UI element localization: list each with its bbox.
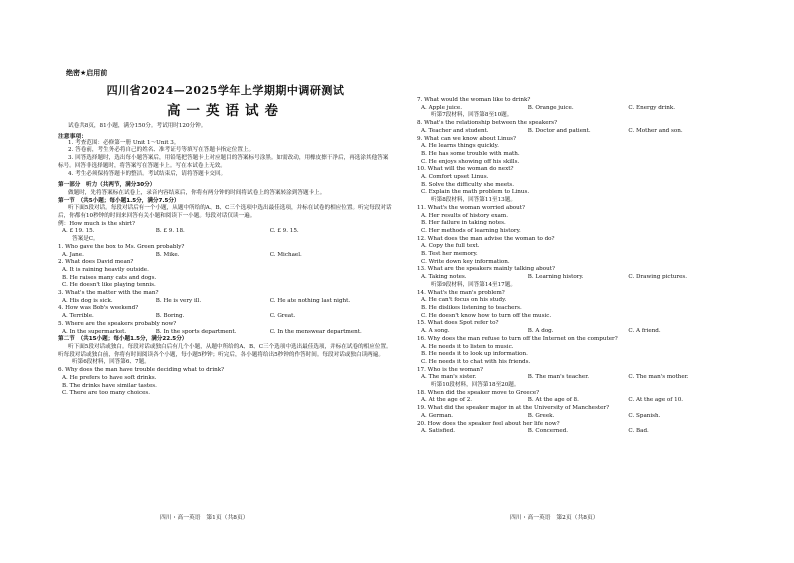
option-b: B. The man's teacher.: [527, 374, 590, 381]
exam-title: 四川省2024—2025学年上学期期中调研测试: [106, 84, 345, 97]
example-question: 例：How much is the shirt?: [58, 220, 135, 227]
question-13: 13. What are the speakers mainly talking about?: [417, 266, 555, 273]
option-a: A. Jane.: [62, 251, 84, 258]
option-b: B. He dislikes listening to teachers.: [421, 304, 522, 311]
note-item: 3. 回答选择题时，选出每小题答案后，用铅笔把答题卡上对应题目的答案标号涂黑。如需改动，用橡皮擦干净后，再选涂其他答案标号。回答非选择题时，将答案写在答题卡上。写在本试卷上无效。: [58, 155, 389, 169]
question-10: 10. What will the woman do next?: [417, 166, 514, 173]
option-a: A. At the age of 2.: [421, 397, 473, 404]
option-a: A. He can't focus on his study.: [421, 297, 507, 304]
page-footer-right: 四川・高一英语 第2页（共8页）: [510, 515, 599, 521]
option-a: A. German.: [421, 412, 454, 419]
question-15-options: [417, 328, 722, 336]
material-6-note: 听第6段材料，回答第6、7题。: [72, 359, 150, 366]
material-note: 听第10段材料，回答第18至20题。: [431, 382, 520, 389]
right-page: [417, 97, 722, 436]
option-b: B. He needs it to look up information.: [421, 351, 528, 358]
question-17: 17. Who is the woman?: [417, 366, 483, 373]
option-b: B. Solve the difficulty she meets.: [421, 181, 515, 188]
option-a: A. He learns things quickly.: [421, 143, 499, 150]
material-note: 听第9段材料，回答第14至17题。: [431, 281, 516, 288]
question-19-options: [417, 413, 722, 421]
option-b: B. Doctor and patient.: [527, 127, 591, 134]
question-14: 14. What's the man's problem?: [417, 289, 505, 296]
question-3: 3. What's the matter with the man?: [58, 290, 159, 297]
option-b: B. Boring.: [155, 313, 185, 320]
option-a: A. His dog is sick.: [62, 297, 113, 304]
section2-heading: 第二节 （共15小题；每小题1.5分，满分22.5分）: [58, 336, 188, 343]
question-13-options: [417, 274, 722, 282]
option-b: B. Greek.: [527, 412, 555, 419]
note-item: 1. 考查范围：必修第一册 Unit 1～Unit 3。: [68, 139, 180, 146]
option-a: A. A song.: [421, 328, 450, 335]
option-c: C. Her methods of learning history.: [421, 227, 521, 234]
option-c: C. He enjoys showing off his skills.: [421, 158, 520, 165]
option-b: B. A dog.: [527, 328, 554, 335]
secret-label: 绝密★启用前: [66, 69, 108, 77]
question-19: 19. What did the speaker major in at the University of Manchester?: [417, 405, 610, 412]
option-c: C. Bad.: [628, 428, 649, 435]
option-a: A. He needs it to listen to music.: [421, 343, 514, 350]
note-item: 4. 考生必须保持答题卡的整洁。考试结束后，请将答题卡交回。: [68, 170, 227, 177]
question-17-options: [417, 374, 722, 382]
option-a: A. In the supermarket.: [62, 328, 127, 335]
question-1: 1. Who gave the box to Ms. Green probably?: [58, 243, 185, 250]
question-4: 4. How was Bob's weekend?: [58, 305, 139, 312]
option-c: C. In the menswear department.: [269, 328, 362, 335]
left-page: [58, 68, 393, 398]
option-b: B. He is very ill.: [155, 297, 202, 304]
option-c: C. At the age of 10.: [628, 397, 684, 404]
option-b: B. Concerned.: [527, 428, 569, 435]
notes-heading: 注意事项：: [58, 133, 87, 140]
option-c: C. Spanish.: [628, 412, 661, 419]
option-c: C. He ate nothing last night.: [269, 297, 351, 304]
option-c: C. He needs it to chat with his friends.: [421, 358, 531, 365]
option-c: C. Energy drink.: [628, 104, 676, 111]
question-15: 15. What does Spot refer to?: [417, 320, 499, 327]
question-4-options: [58, 313, 393, 321]
option-b: B. At the age of 8.: [527, 397, 579, 404]
page-footer-left: 四川・高一英语 第1页（共8页）: [160, 515, 249, 521]
question-11: 11. What's the woman worried about?: [417, 204, 526, 211]
option-c: C. A friend.: [628, 328, 661, 335]
option-b: B. Learning history.: [527, 274, 584, 281]
option-b: B. Orange juice.: [527, 104, 574, 111]
material-note: 听第7段材料，回答第8至10题。: [431, 112, 513, 119]
part1-intro: 做题时，先将答案标在试卷上，录音内容结束后，你将有两分钟的时间将试卷上的答案转涂到答题卡上。: [68, 189, 326, 196]
option-a: A. The man's sister.: [421, 374, 477, 381]
option-a: A. Copy the full text.: [421, 243, 480, 250]
section1-intro: 听下面5段对话。每段对话后有一个小题，从题中所给的A、B、C三个选项中选出最佳选项，并标在试卷的相应位置。听完每段对话后，你都有10秒钟的时间来回答有关小题和阅读下一小题。每段对话仅读一遍。: [58, 205, 392, 220]
option-a: A. It is raining heavily outside.: [62, 266, 149, 273]
option-c: C. Drawing pictures.: [628, 274, 688, 281]
option-a: A. Taking notes.: [421, 274, 467, 281]
note-item: 2. 答卷前，考生务必将自己的姓名、准考证号等填写在答题卡指定位置上。: [68, 147, 255, 154]
option-b: B. He has some trouble with math.: [421, 150, 520, 157]
option-a: A. £ 19. 15.: [62, 228, 95, 235]
option-a: A. He prefers to have soft drinks.: [62, 374, 157, 381]
exam-subtitle: 高一英语试卷: [167, 103, 284, 119]
material-note: 听第8段材料，回答第11至13题。: [431, 197, 516, 204]
option-c: C. He doesn't like playing tennis.: [62, 282, 156, 289]
option-c: C. Write down key information.: [421, 258, 510, 265]
section2-intro: 听下面5段对话或独白。每段对话或独白后有几个小题，从题中所给的A、B、C三个选项中选出最佳选项，并标在试卷的相应位置。听每段对话或独白前，你将有时间阅读各个小题，每小题5秒钟；听完后，各小题将给出5秒钟的作答时间。每段对话或独白读两遍。: [58, 343, 392, 358]
question-6: 6. Why does the man have trouble deciding what to drink?: [58, 367, 225, 374]
option-a: A. Terrible.: [62, 313, 94, 320]
option-b: B. Mike.: [155, 251, 180, 258]
question-1-options: [58, 252, 393, 260]
option-c: C. He doesn't know how to turn off the music.: [421, 312, 552, 319]
option-b: B. £ 9. 18.: [155, 228, 185, 235]
option-c: C. Mother and son.: [628, 127, 683, 134]
option-b: B. He raises many cats and dogs.: [62, 274, 157, 281]
question-20: 20. How does the speaker feel about her life now?: [417, 420, 560, 427]
option-b: B. Test her memory.: [421, 251, 478, 258]
question-8-options: [417, 128, 722, 136]
question-8: 8. What's the relationship between the speakers?: [417, 120, 558, 127]
question-7: 7. What would the woman like to drink?: [417, 97, 531, 103]
exam-info: 试卷共8页，81小题，满分150分。考试用时120分钟。: [68, 123, 207, 129]
option-b: B. The drinks have similar tastes.: [62, 382, 157, 389]
question-20-options: [417, 428, 722, 436]
question-5: 5. Where are the speakers probably now?: [58, 320, 177, 327]
question-12: 12. What does the man advise the woman to do?: [417, 235, 555, 242]
option-c: C. £ 9. 15.: [269, 228, 299, 235]
example-options: [58, 228, 393, 236]
option-a: A. Apple juice.: [421, 104, 463, 111]
option-c: C. Michael.: [269, 251, 302, 258]
option-c: C. Great.: [269, 313, 296, 320]
option-a: A. Her results of history exam.: [421, 212, 508, 219]
option-a: A. Comfort upset Linus.: [421, 174, 489, 181]
part1-heading: 第一部分 听力（共两节，满分30分）: [58, 182, 156, 189]
question-16: 16. Why does the man refuse to turn off the Internet on the computer?: [417, 335, 618, 342]
example-answer: 答案是C。: [72, 236, 99, 243]
question-18: 18. When did the speaker move to Greece?: [417, 389, 540, 396]
option-c: C. Explain the math problem to Linus.: [421, 189, 530, 196]
option-b: B. Her failure in taking notes.: [421, 220, 506, 227]
option-a: A. Teacher and student.: [421, 127, 489, 134]
option-c: C. There are too many choices.: [62, 390, 151, 397]
question-3-options: [58, 298, 393, 306]
section1-heading: 第一节 （共5小题；每小题1.5分，满分7.5分）: [58, 197, 180, 204]
option-a: A. Satisfied.: [421, 428, 456, 435]
option-b: B. In the sports department.: [155, 328, 237, 335]
question-9: 9. What can we know about Linus?: [417, 135, 516, 142]
question-2: 2. What does David mean?: [58, 259, 134, 266]
option-c: C. The man's mother.: [628, 374, 689, 381]
question-18-options: [417, 397, 722, 405]
